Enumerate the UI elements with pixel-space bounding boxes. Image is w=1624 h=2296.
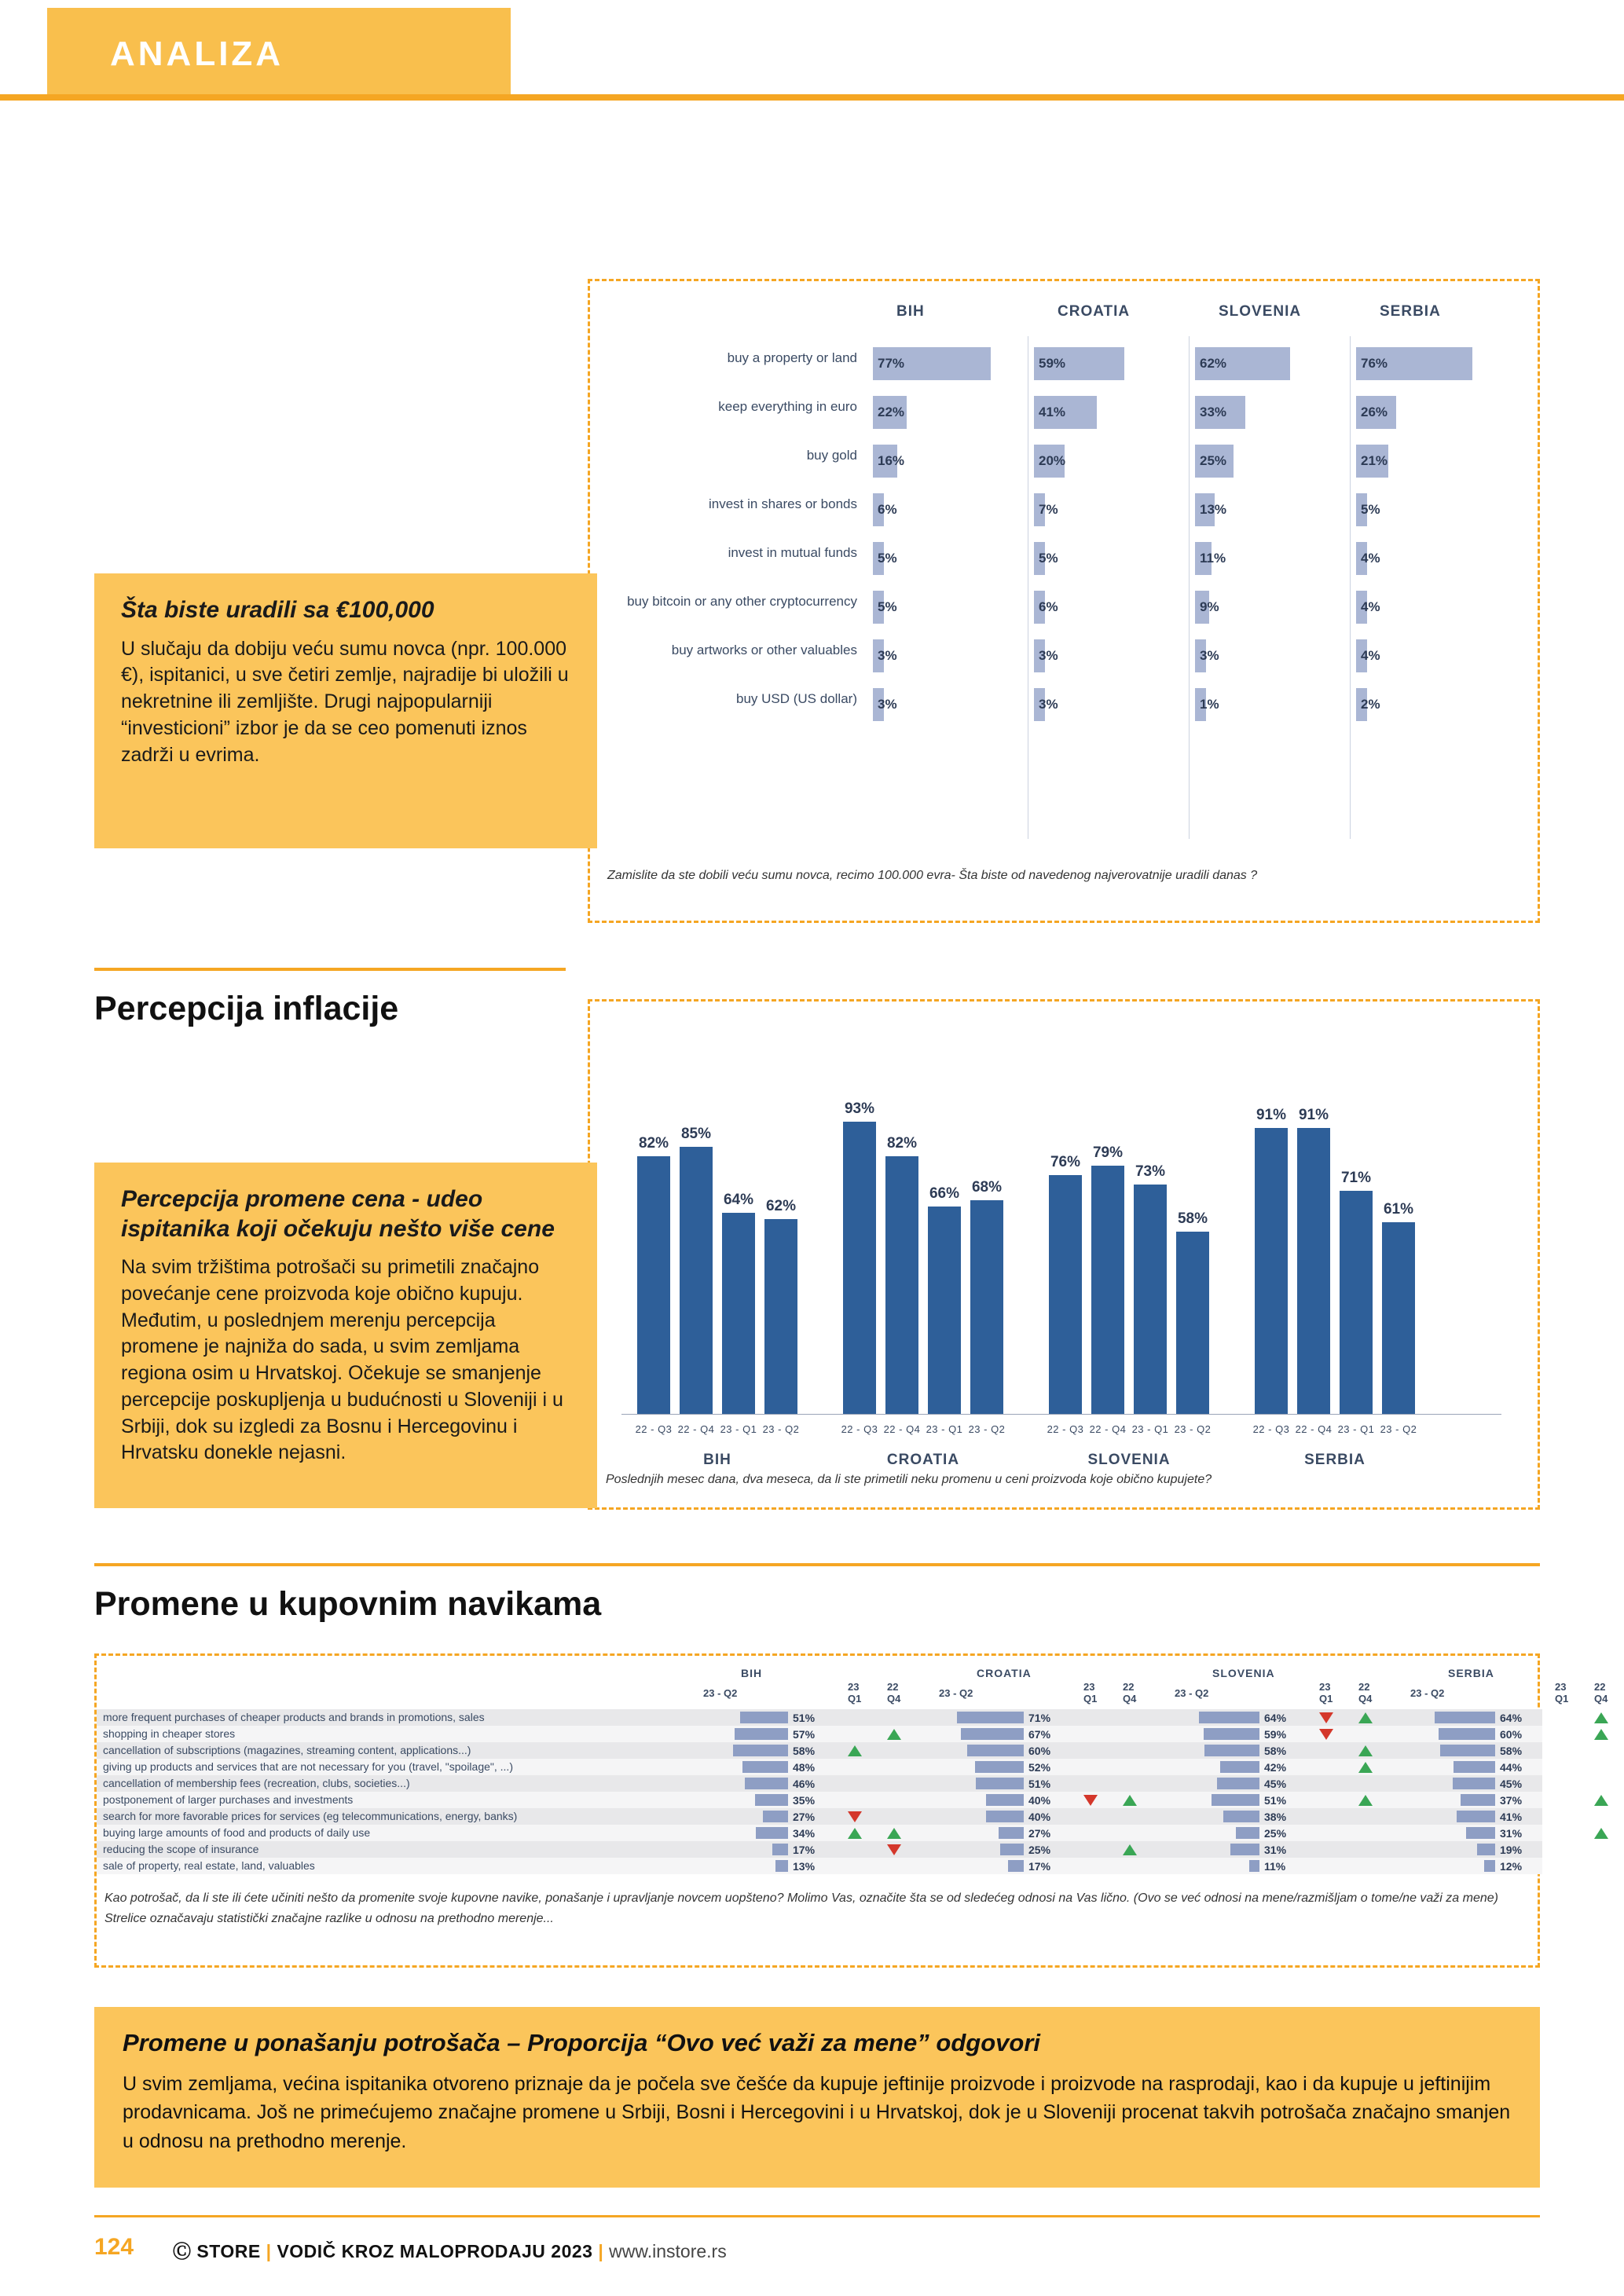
chart3-col-header: 23 - Q2: [703, 1687, 738, 1699]
chart2-bar: [1255, 1128, 1288, 1414]
chart3-bar: [1477, 1844, 1495, 1855]
chart3-value: 27%: [793, 1811, 816, 1823]
chart3-row-label: reducing the scope of insurance: [103, 1843, 259, 1855]
chart2-value: 62%: [765, 1198, 797, 1214]
chart2-xtick: 22 - Q4: [1295, 1423, 1333, 1435]
chart2-xtick: 22 - Q3: [1047, 1423, 1084, 1435]
chart-what-would-you-do: [588, 279, 1540, 923]
chart3-value: 13%: [793, 1860, 816, 1873]
chart3-value: 52%: [1028, 1761, 1051, 1774]
chart3-bar: [1461, 1794, 1495, 1806]
arrow-down-icon: [1083, 1795, 1098, 1806]
chart1-row: [590, 344, 1538, 388]
chart3-bar: [986, 1811, 1024, 1822]
chart2-xtick: 23 - Q2: [968, 1423, 1006, 1435]
page-number: 124: [94, 2234, 134, 2260]
chart3-bar: [976, 1778, 1024, 1789]
arrow-up-icon: [1358, 1762, 1373, 1773]
chart3-value: 60%: [1500, 1728, 1523, 1741]
chart2-xtick: 22 - Q3: [635, 1423, 673, 1435]
callout-inflation-title: Percepcija promene cena - udeo ispitanika koji očekuju nešto više cene: [121, 1186, 555, 1242]
chart3-value: 45%: [1500, 1778, 1523, 1790]
chart2-xtick: 22 - Q4: [883, 1423, 921, 1435]
chart1-value: 2%: [1361, 697, 1380, 712]
chart1-value: 25%: [1200, 453, 1227, 468]
chart2-value: 85%: [680, 1126, 712, 1142]
chart1-cell: [1195, 347, 1348, 380]
chart3-row-label: cancellation of subscriptions (magazines, streaming content, applications...): [103, 1744, 471, 1756]
chart1-value: 26%: [1361, 405, 1388, 419]
chart3-bar: [735, 1728, 788, 1740]
inflation-rule: [94, 968, 566, 971]
chart3-value: 45%: [1264, 1778, 1287, 1790]
chart2-value: 73%: [1135, 1163, 1166, 1180]
chart3-bar: [1204, 1745, 1259, 1756]
chart1-value: 4%: [1361, 599, 1380, 614]
chart1-value: 4%: [1361, 551, 1380, 566]
chart2-bar: [637, 1156, 670, 1414]
chart3-bar: [1199, 1712, 1259, 1723]
chart3-value: 64%: [1500, 1712, 1523, 1724]
chart3-col-header: 22 Q4: [1594, 1681, 1608, 1705]
chart3-bar: [986, 1794, 1024, 1806]
chart2-value: 79%: [1092, 1144, 1124, 1161]
chart1-value: 41%: [1039, 405, 1066, 419]
header-tab: [47, 8, 511, 94]
chart2-xtick: 22 - Q4: [677, 1423, 715, 1435]
chart1-value: 21%: [1361, 453, 1388, 468]
chart2-value: 68%: [971, 1179, 1003, 1196]
chart1-cell: [1195, 493, 1348, 526]
chart2-axis: [621, 1414, 1501, 1415]
chart2-bar: [970, 1200, 1003, 1414]
chart1-value: 4%: [1361, 648, 1380, 663]
arrow-up-icon: [1594, 1828, 1608, 1839]
callout-100000: [94, 573, 597, 848]
chart3-value: 41%: [1500, 1811, 1523, 1823]
chart1-cell: [1356, 688, 1509, 721]
arrow-up-icon: [887, 1828, 901, 1839]
chart2-value: 91%: [1256, 1107, 1287, 1123]
footer: [94, 2231, 1540, 2270]
chart1-row-label: buy USD (US dollar): [736, 691, 857, 706]
chart3-bar: [999, 1827, 1024, 1839]
chart2-xtick: 23 - Q2: [1380, 1423, 1417, 1435]
callout-100000-title: Šta biste uradili sa €100,000: [121, 597, 434, 623]
chart3-caption-line2: Strelice označavaju statistički značajne razlike u odnosu na prethodno merenje...: [104, 1912, 554, 1925]
chart3-value: 58%: [1500, 1745, 1523, 1757]
chart1-cell: [1195, 688, 1348, 721]
chart1-value: 3%: [878, 648, 897, 663]
chart1-row: [590, 636, 1538, 680]
chart3-bar: [1453, 1778, 1495, 1789]
chart3-value: 71%: [1028, 1712, 1051, 1724]
chart1-value: 20%: [1039, 453, 1066, 468]
header-rule: [0, 94, 1624, 101]
chart1-value: 5%: [878, 551, 897, 566]
chart1-value: 5%: [878, 599, 897, 614]
chart2-bar: [843, 1122, 876, 1414]
chart3-bar: [1440, 1745, 1495, 1756]
chart3-value: 25%: [1264, 1827, 1287, 1840]
chart3-value: 58%: [793, 1745, 816, 1757]
chart1-value: 77%: [878, 356, 905, 371]
chart3-value: 51%: [1028, 1778, 1051, 1790]
chart3-col-header: 23 Q1: [1555, 1681, 1569, 1705]
chart3-value: 40%: [1028, 1811, 1051, 1823]
chart2-group-label: BIH: [703, 1452, 731, 1468]
chart3-value: 59%: [1264, 1728, 1287, 1741]
chart2-bar: [928, 1207, 961, 1414]
chart1-value: 5%: [1039, 551, 1058, 566]
chart3-col-header: 23 Q1: [848, 1681, 862, 1705]
chart3-country-header: SERBIA: [1448, 1667, 1494, 1679]
chart3-value: 40%: [1028, 1794, 1051, 1807]
chart1-cell: [1356, 396, 1509, 429]
chart3-value: 35%: [793, 1794, 816, 1807]
chart2-xtick: 22 - Q3: [841, 1423, 878, 1435]
chart2-xtick: 23 - Q1: [1337, 1423, 1375, 1435]
chart3-value: 38%: [1264, 1811, 1287, 1823]
chart3-bar: [1457, 1811, 1495, 1822]
chart3-value: 64%: [1264, 1712, 1287, 1724]
chart2-xtick: 23 - Q1: [1131, 1423, 1169, 1435]
chart1-cell: [1034, 445, 1187, 478]
chart1-cell: [1356, 639, 1509, 672]
footer-sep-2: |: [598, 2241, 604, 2261]
chart2-xtick: 23 - Q2: [762, 1423, 800, 1435]
chart3-row-label: search for more favorable prices for services (eg telecommunications, energy, banks): [103, 1810, 518, 1822]
arrow-down-icon: [1319, 1729, 1333, 1740]
chart1-value: 3%: [1039, 648, 1058, 663]
chart3-value: 11%: [1264, 1860, 1286, 1873]
chart1-country-header: SERBIA: [1380, 303, 1441, 320]
arrow-up-icon: [1358, 1795, 1373, 1806]
chart3-bar: [957, 1712, 1024, 1723]
chart3-bar: [1223, 1811, 1259, 1822]
chart3-value: 51%: [1264, 1794, 1287, 1807]
chart1-cell: [873, 639, 1026, 672]
footer-sep-1: |: [266, 2241, 272, 2261]
chart1-country-header: SLOVENIA: [1219, 303, 1302, 320]
chart2-caption: Poslednjih mesec dana, dva meseca, da li ste primetili neku promenu u ceni proizvoda koje obično kupujete?: [606, 1473, 1212, 1486]
chart3-country-header: BIH: [741, 1667, 763, 1679]
chart3-value: 34%: [793, 1827, 816, 1840]
chart3-bar: [1439, 1728, 1495, 1740]
chart1-cell: [1195, 445, 1348, 478]
chart1-cell: [1034, 688, 1187, 721]
chart1-cell: [1356, 542, 1509, 575]
chart1-value: 3%: [878, 697, 897, 712]
chart3-bar: [733, 1745, 788, 1756]
chart1-value: 62%: [1200, 356, 1227, 371]
chart1-country-header: BIH: [896, 303, 925, 320]
arrow-down-icon: [848, 1811, 862, 1822]
chart3-bar: [1454, 1761, 1495, 1773]
chart3-bar: [1249, 1860, 1259, 1872]
chart1-value: 59%: [1039, 356, 1066, 371]
chart2-value: 93%: [844, 1100, 875, 1117]
bottom-summary-panel: [94, 2007, 1540, 2188]
chart1-row-label: buy bitcoin or any other cryptocurrency: [627, 594, 857, 609]
chart3-country-header: CROATIA: [977, 1667, 1032, 1679]
chart1-cell: [873, 445, 1026, 478]
chart3-bar: [1236, 1827, 1259, 1839]
chart1-cell: [1195, 542, 1348, 575]
chart1-value: 3%: [1039, 697, 1058, 712]
chart1-cell: [1034, 542, 1187, 575]
chart-shopping-habits-box: [94, 1653, 1608, 1968]
chart1-row-label: invest in shares or bonds: [709, 496, 857, 511]
chart3-col-header: 22 Q4: [1358, 1681, 1373, 1705]
chart3-bar: [1435, 1712, 1495, 1723]
chart3-row-label: cancellation of membership fees (recreation, clubs, societies...): [103, 1777, 410, 1789]
chart3-bar: [975, 1761, 1024, 1773]
chart3-bar: [756, 1827, 788, 1839]
chart3-bar: [1008, 1860, 1024, 1872]
chart1-cell: [1195, 639, 1348, 672]
chart3-value: 60%: [1028, 1745, 1051, 1757]
chart1-value: 33%: [1200, 405, 1227, 419]
chart1-value: 6%: [878, 502, 897, 517]
footer-guide: VODIČ KROZ MALOPRODAJU 2023: [277, 2241, 593, 2261]
chart3-value: 12%: [1500, 1860, 1523, 1873]
chart1-row: [590, 588, 1538, 632]
chart3-value: 42%: [1264, 1761, 1287, 1774]
chart3-value: 67%: [1028, 1728, 1051, 1741]
chart3-bar: [775, 1860, 788, 1872]
chart1-cell: [1195, 396, 1348, 429]
chart3-bar: [755, 1794, 788, 1806]
chart3-bar: [1466, 1827, 1495, 1839]
chart1-value: 76%: [1361, 356, 1388, 371]
chart3-value: 48%: [793, 1761, 816, 1774]
chart1-cell: [873, 396, 1026, 429]
chart1-value: 22%: [878, 405, 905, 419]
chart1-row: [590, 490, 1538, 534]
chart2-xtick: 22 - Q4: [1089, 1423, 1127, 1435]
chart1-row: [590, 441, 1538, 485]
chart3-bar: [745, 1778, 788, 1789]
chart1-cell: [1034, 591, 1187, 624]
arrow-up-icon: [887, 1729, 901, 1740]
habits-section-title: Promene u kupovnim navikama: [94, 1585, 602, 1623]
chart1-cell: [1034, 639, 1187, 672]
chart1-cell: [873, 591, 1026, 624]
chart2-bar: [722, 1213, 755, 1414]
chart2-xtick: 23 - Q2: [1174, 1423, 1212, 1435]
chart2-group-label: CROATIA: [886, 1452, 960, 1468]
chart2-bar: [1134, 1185, 1167, 1414]
chart3-value: 27%: [1028, 1827, 1051, 1840]
chart1-country-header: CROATIA: [1058, 303, 1131, 320]
chart1-row-label: buy gold: [806, 448, 857, 463]
bottom-summary-body: U svim zemljama, većina ispitanika otvoreno priznaje da je počela sve češće da kupuje jeftinije proizvode i proizvode na rasprodaji, kao i da kupuje u jeftinijim prodavnicama. Još ne primećujemo značajne promene u Srbiji, Bosni i Hercegovini i u Hrvatskoj, dok je u Sloveniji procenat takvih potrošača značajno smanjen u odnosu na prethodno merenje.: [123, 2073, 1511, 2152]
chart2-xtick: 23 - Q1: [926, 1423, 963, 1435]
chart2-value: 82%: [886, 1135, 918, 1152]
chart1-row-label: buy a property or land: [727, 350, 857, 365]
chart1-value: 7%: [1039, 502, 1058, 517]
chart1-cell: [873, 347, 1026, 380]
chart3-bar: [742, 1761, 788, 1773]
chart1-value: 13%: [1200, 502, 1227, 517]
chart3-value: 31%: [1264, 1844, 1287, 1856]
arrow-up-icon: [1594, 1795, 1608, 1806]
chart3-bar: [967, 1745, 1024, 1756]
chart-inflation-perception: [588, 999, 1540, 1510]
chart2-xtick: 22 - Q3: [1252, 1423, 1290, 1435]
chart3-value: 37%: [1500, 1794, 1523, 1807]
chart3-col-header: 23 Q1: [1083, 1681, 1098, 1705]
chart3-bar: [1212, 1794, 1259, 1806]
chart2-bar: [1340, 1191, 1373, 1414]
chart2-value: 66%: [929, 1185, 960, 1202]
chart2-value: 64%: [723, 1192, 754, 1208]
chart3-bar: [1230, 1844, 1259, 1855]
chart1-row-label: invest in mutual funds: [728, 545, 857, 560]
chart3-row-label: shopping in cheaper stores: [103, 1727, 236, 1740]
chart3-bar: [1220, 1761, 1259, 1773]
chart3-row-label: postponement of larger purchases and investments: [103, 1793, 354, 1806]
chart3-value: 57%: [793, 1728, 816, 1741]
chart2-value: 71%: [1340, 1170, 1372, 1186]
chart1-caption: Zamislite da ste dobili veću sumu novca, recimo 100.000 evra- Šta biste od navedenog najverovatnije uradili danas ?: [607, 869, 1258, 882]
chart3-bar: [961, 1728, 1024, 1740]
chart3-value: 31%: [1500, 1827, 1523, 1840]
store-logo-icon: Ⓒ: [173, 2241, 192, 2261]
chart1-cell: [1356, 347, 1509, 380]
chart1-value: 6%: [1039, 599, 1058, 614]
chart1-value: 16%: [878, 453, 905, 468]
arrow-up-icon: [1358, 1745, 1373, 1756]
chart3-bar: [1204, 1728, 1259, 1740]
chart1-value: 3%: [1200, 648, 1219, 663]
chart3-col-header: 23 - Q2: [1410, 1687, 1445, 1699]
chart2-bar: [1176, 1232, 1209, 1414]
chart1-cell: [1356, 445, 1509, 478]
chart2-value: 82%: [638, 1135, 669, 1152]
chart1-row-label: keep everything in euro: [718, 399, 857, 414]
chart3-row-label: sale of property, real estate, land, valuables: [103, 1859, 315, 1872]
chart2-group-label: SERBIA: [1304, 1452, 1366, 1468]
chart2-bar: [1091, 1166, 1124, 1414]
chart1-cell: [1356, 493, 1509, 526]
chart3-country-header: SLOVENIA: [1212, 1667, 1275, 1679]
chart3-row-label: more frequent purchases of cheaper products and brands in promotions, sales: [103, 1711, 485, 1723]
footer-rule: [94, 2215, 1540, 2217]
chart1-cell: [1195, 591, 1348, 624]
chart3-col-header: 22 Q4: [887, 1681, 901, 1705]
chart3-bar: [1217, 1778, 1259, 1789]
chart2-value: 76%: [1050, 1154, 1081, 1170]
chart3-col-header: 23 - Q2: [1175, 1687, 1209, 1699]
bottom-summary-title: Promene u ponašanju potrošača – Proporcija “Ovo već važi za mene” odgovori: [123, 2029, 1040, 2056]
chart1-value: 5%: [1361, 502, 1380, 517]
inflation-section-title: Percepcija inflacije: [94, 990, 399, 1027]
chart3-value: 17%: [793, 1844, 816, 1856]
chart2-bar: [1382, 1222, 1415, 1414]
chart3-row-label: buying large amounts of food and products of daily use: [103, 1826, 371, 1839]
chart2-bar: [680, 1147, 713, 1414]
chart2-bar: [885, 1156, 918, 1414]
chart2-bar: [1297, 1128, 1330, 1414]
chart1-row-label: buy artworks or other valuables: [671, 643, 857, 657]
chart2-group-label: SLOVENIA: [1087, 1452, 1171, 1468]
chart1-row: [590, 393, 1538, 437]
chart1-cell: [873, 688, 1026, 721]
chart3-value: 44%: [1500, 1761, 1523, 1774]
chart1-cell: [1356, 591, 1509, 624]
arrow-up-icon: [1358, 1712, 1373, 1723]
chart2-value: 58%: [1177, 1210, 1208, 1227]
chart3-value: 19%: [1500, 1844, 1523, 1856]
chart1-value: 9%: [1200, 599, 1219, 614]
chart1-cell: [1034, 347, 1187, 380]
chart2-value: 91%: [1298, 1107, 1329, 1123]
chart3-bar: [772, 1844, 788, 1855]
arrow-up-icon: [1594, 1729, 1608, 1740]
chart3-value: 51%: [793, 1712, 816, 1724]
chart3-value: 25%: [1028, 1844, 1051, 1856]
chart3-row-label: giving up products and services that are not necessary for you (travel, "spoilage", ...): [103, 1760, 513, 1773]
arrow-up-icon: [1123, 1795, 1137, 1806]
chart1-cell: [1034, 493, 1187, 526]
chart2-value: 61%: [1383, 1201, 1414, 1218]
chart1-value: 1%: [1200, 697, 1219, 712]
chart3-bar: [763, 1811, 788, 1822]
footer-brand: STORE: [196, 2241, 261, 2261]
chart3-caption-line1: Kao potrošač, da li ste ili ćete učiniti nešto da promenite svoje kupovne navike, ponašanje i upravljanje novcem uopšteno? Molimo Vas, označite šta se od sledećeg odnosi na Vas lično. (Ovo se već odnosi na mene/razmišljam o tome/ne važi za mene): [104, 1891, 1498, 1905]
arrow-up-icon: [848, 1745, 862, 1756]
chart3-col-header: 23 - Q2: [939, 1687, 973, 1699]
callout-100000-body: U slučaju da dobiju veću sumu novca (npr. 100.000 €), ispitanici, u sve četiri zemlje, najradije bi uložili u nekretnine ili zemljište. Drugi najpopularniji “investicioni” izbor je da se ceo pomenuti iznos zadrži u evrima.: [121, 637, 569, 766]
chart1-cell: [873, 493, 1026, 526]
footer-url[interactable]: www.instore.rs: [609, 2241, 727, 2261]
page-title: ANALIZA: [110, 35, 284, 73]
chart2-bar: [1049, 1175, 1082, 1414]
chart3-bar: [1000, 1844, 1024, 1855]
chart3-value: 58%: [1264, 1745, 1287, 1757]
chart1-row: [590, 685, 1538, 729]
chart1-value: 11%: [1200, 551, 1226, 566]
callout-inflation: [94, 1163, 597, 1508]
arrow-up-icon: [1594, 1712, 1608, 1723]
chart2-bar: [764, 1219, 797, 1414]
chart3-col-header: 22 Q4: [1123, 1681, 1137, 1705]
chart1-cell: [1034, 396, 1187, 429]
chart3-col-header: 23 Q1: [1319, 1681, 1333, 1705]
arrow-down-icon: [887, 1844, 901, 1855]
footer-text: [173, 2237, 727, 2263]
chart2-xtick: 23 - Q1: [720, 1423, 757, 1435]
callout-inflation-body: Na svim tržištima potrošači su primetili značajno povećanje cene proizvoda koje obično kupuju. Međutim, u poslednjem merenju percepcija promene je najniža do sada, u svim zemljama regiona osim u Hrvatskoj. Očekuje se smanjenje percepcije poskupljenja u budućnosti u Sloveniji i u Srbiji, dok su izgledi za Bosnu i Hercegovinu i Hrvatsku donekle nejasni.: [121, 1256, 563, 1464]
chart3-bar: [740, 1712, 788, 1723]
chart1-row: [590, 539, 1538, 583]
chart1-cell: [873, 542, 1026, 575]
habits-rule: [94, 1563, 1540, 1566]
arrow-down-icon: [1319, 1712, 1333, 1723]
arrow-up-icon: [1123, 1844, 1137, 1855]
chart3-value: 46%: [793, 1778, 816, 1790]
arrow-up-icon: [848, 1828, 862, 1839]
chart3-bar: [1484, 1860, 1495, 1872]
chart3-value: 17%: [1028, 1860, 1051, 1873]
